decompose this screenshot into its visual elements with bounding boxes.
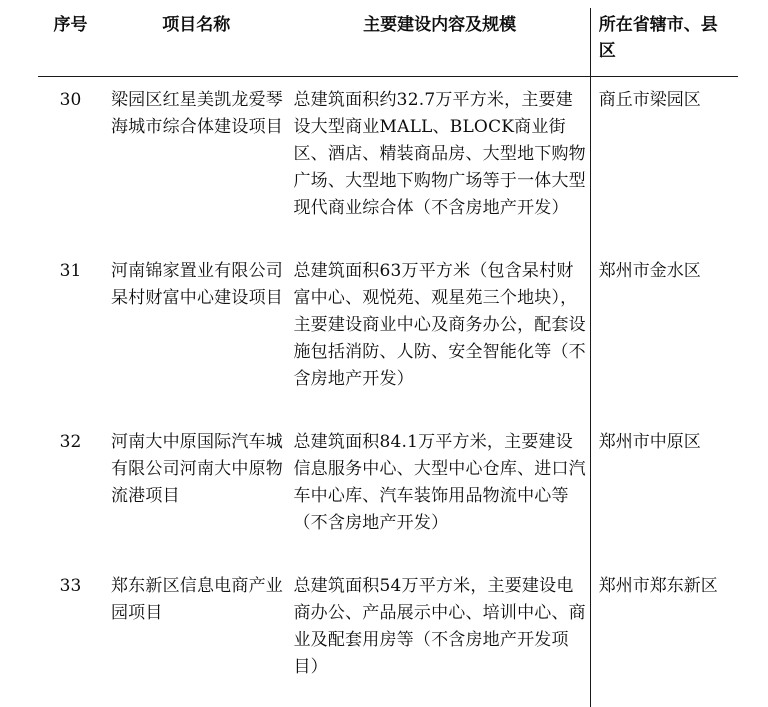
cell-project-content: 总建筑面积84.1万平方米，主要建设信息服务中心、大型中心仓库、进口汽车中心库、汽车装饰用品物流中心等（不含房地产开发） [289, 419, 590, 563]
table-row [38, 77, 738, 249]
cell-seq: 31 [38, 248, 103, 419]
cell-seq: 32 [38, 419, 103, 563]
column-header-seq: 序号 [38, 8, 103, 77]
column-header-content: 主要建设内容及规模 [289, 8, 590, 77]
cell-project-name: 梁园区红星美凯龙爱琴海城市综合体建设项目 [103, 77, 290, 249]
table-row [38, 563, 738, 707]
cell-seq: 30 [38, 77, 103, 249]
column-header-region: 所在省辖市、县区 [590, 8, 738, 77]
table-header [38, 8, 738, 77]
cell-project-name: 河南锦家置业有限公司杲村财富中心建设项目 [103, 248, 290, 419]
cell-region: 商丘市梁园区 [590, 77, 738, 249]
cell-region: 郑州市中原区 [590, 419, 738, 563]
cell-region: 郑州市郑东新区 [590, 563, 738, 707]
column-header-name: 项目名称 [103, 8, 290, 77]
cell-project-content: 总建筑面积约32.7万平方米，主要建设大型商业MALL、BLOCK商业街区、酒店、精装商品房、大型地下购物广场、大型地下购物广场等于一体大型现代商业综合体（不含房地产开发） [289, 77, 590, 249]
table-row [38, 419, 738, 563]
project-list-table [38, 8, 738, 707]
cell-seq: 33 [38, 563, 103, 707]
cell-region: 郑州市金水区 [590, 248, 738, 419]
cell-project-content: 总建筑面积54万平方米，主要建设电商办公、产品展示中心、培训中心、商业及配套用房等（不含房地产开发项目） [289, 563, 590, 707]
table-row [38, 248, 738, 419]
table-body [38, 77, 738, 707]
cell-project-name: 河南大中原国际汽车城有限公司河南大中原物流港项目 [103, 419, 290, 563]
table-header-row [38, 8, 738, 77]
cell-project-content: 总建筑面积63万平方米（包含杲村财富中心、观悦苑、观星苑三个地块），主要建设商业中心及商务办公，配套设施包括消防、人防、安全智能化等（不含房地产开发） [289, 248, 590, 419]
cell-project-name: 郑东新区信息电商产业园项目 [103, 563, 290, 707]
